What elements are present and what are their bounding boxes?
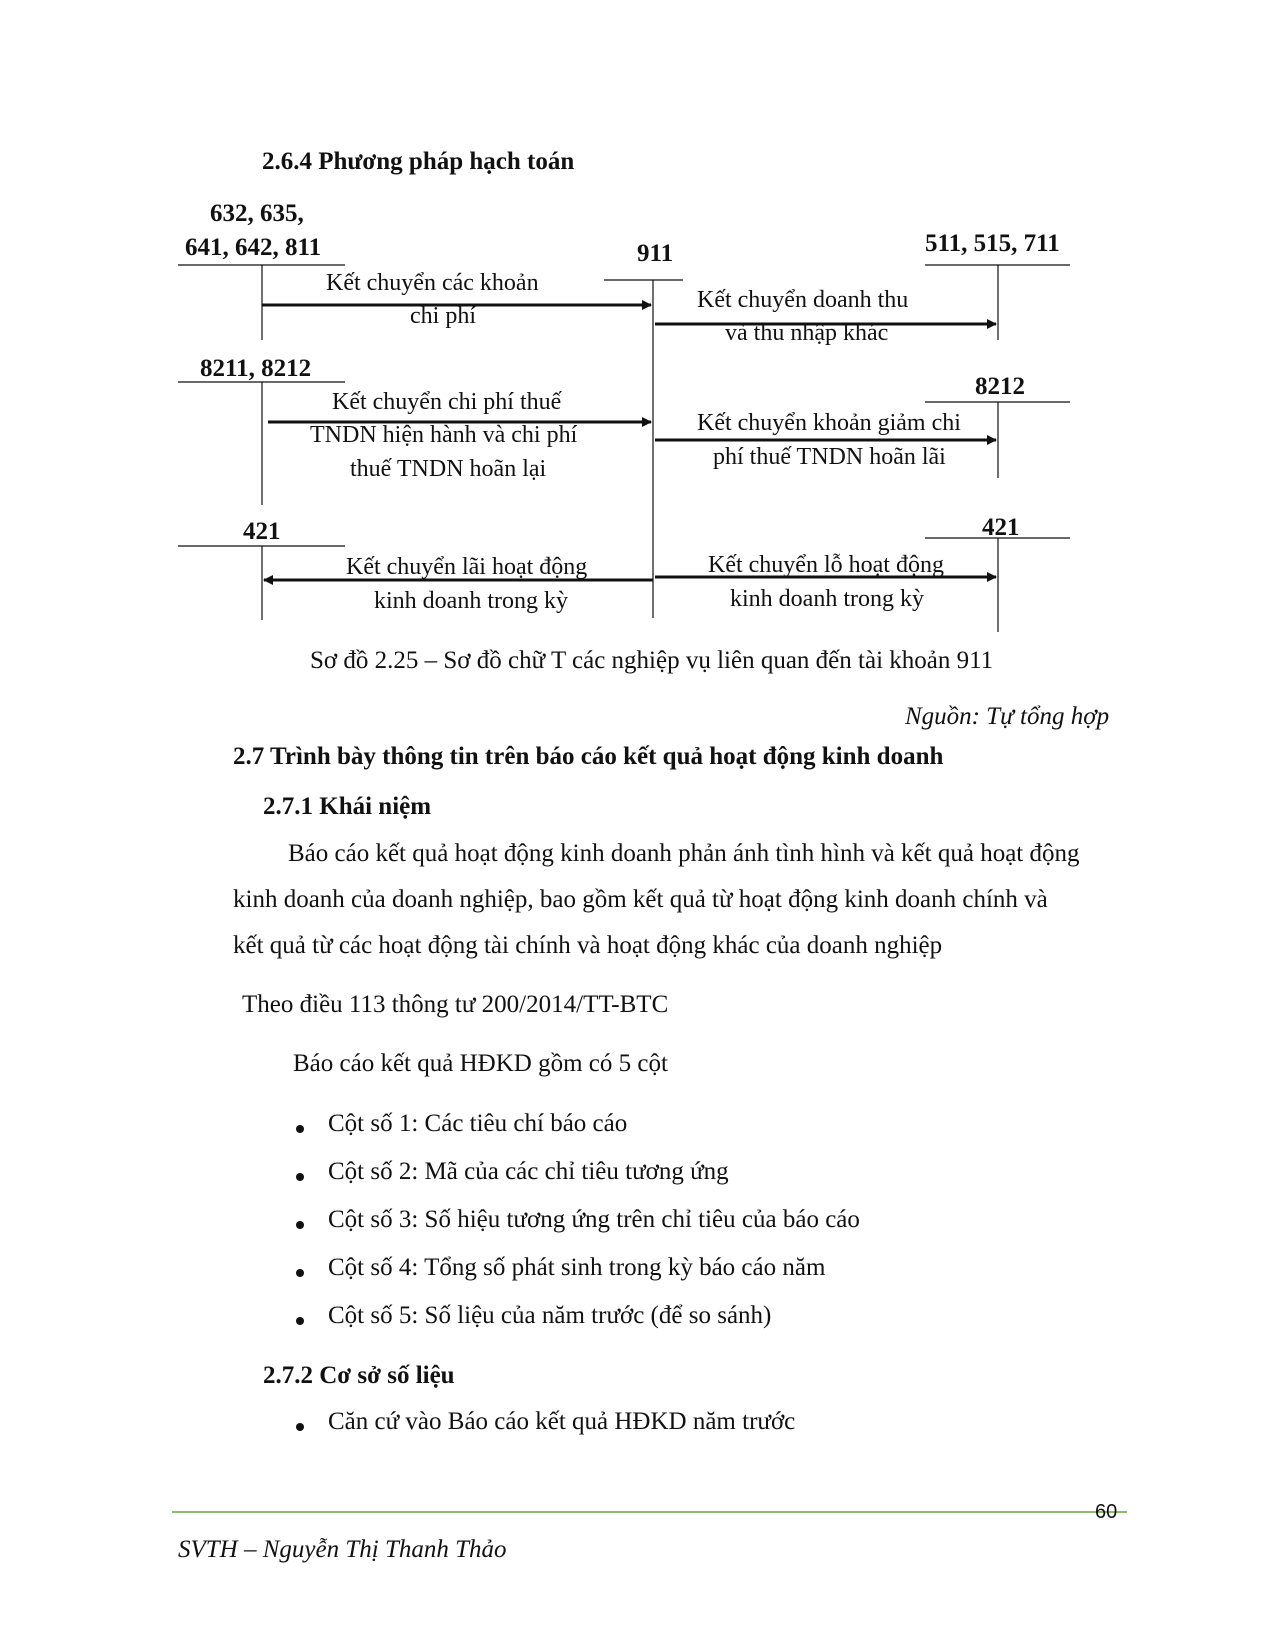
- label-a6-line1: Kết chuyển lỗ hoạt động: [708, 552, 944, 578]
- list-item-text: Cột số 1: Các tiêu chí báo cáo: [328, 1110, 628, 1137]
- label-a3-line1: Kết chuyển chi phí thuế: [332, 389, 562, 415]
- label-a1-line1: Kết chuyển các khoản: [326, 270, 539, 296]
- account-left-top-line2: 641, 642, 811: [185, 234, 322, 261]
- account-right-top: 511, 515, 711: [925, 230, 1060, 257]
- section-heading-2-7-1: 2.7.1 Khái niệm: [263, 793, 432, 820]
- account-left-mid: 8211, 8212: [200, 355, 312, 382]
- label-a4-line2: phí thuế TNDN hoãn lãi: [713, 444, 946, 470]
- label-a6-line2: kinh doanh trong kỳ: [730, 586, 924, 612]
- label-a5-line2: kinh doanh trong kỳ: [374, 588, 568, 614]
- bullet-icon: [296, 1423, 304, 1431]
- section-heading-2-7-2: 2.7.2 Cơ sở số liệu: [263, 1362, 455, 1389]
- label-a2-line2: và thu nhập khác: [725, 320, 889, 346]
- label-a2-line1: Kết chuyển doanh thu: [697, 287, 909, 313]
- list-item-text: Cột số 2: Mã của các chỉ tiêu tương ứng: [328, 1158, 729, 1185]
- bullet-icon: [296, 1221, 304, 1229]
- account-right-bottom: 421: [982, 514, 1020, 541]
- list-item-text: Cột số 3: Số hiệu tương ứng trên chỉ tiêu của báo cáo: [328, 1206, 860, 1233]
- bullet-icon: [296, 1173, 304, 1181]
- diagram-lines: [0, 0, 1275, 640]
- account-right-mid: 8212: [975, 373, 1025, 400]
- label-a4-line1: Kết chuyển khoản giảm chi: [697, 410, 961, 436]
- list-item-text: Cột số 5: Số liệu của năm trước (để so sánh): [328, 1302, 772, 1329]
- label-a5-line1: Kết chuyển lãi hoạt động: [346, 554, 588, 580]
- bullet-icon: [296, 1269, 304, 1277]
- paragraph-1-line-1: Báo cáo kết quả hoạt động kinh doanh phản ánh tình hình và kết quả hoạt động: [288, 840, 1080, 867]
- paragraph-1-line-2: kinh doanh của doanh nghiệp, bao gồm kết quả từ hoạt động kinh doanh chính và: [233, 886, 1048, 913]
- account-left-bottom: 421: [243, 518, 281, 545]
- bullet-icon: [296, 1317, 304, 1325]
- section-heading-2-6-4: 2.6.4 Phương pháp hạch toán: [262, 148, 575, 175]
- list-item-text: Cột số 4: Tổng số phát sinh trong kỳ báo cáo năm: [328, 1254, 826, 1281]
- paragraph-legal-basis: Theo điều 113 thông tư 200/2014/TT-BTC: [242, 991, 669, 1018]
- paragraph-1-line-3: kết quả từ các hoạt động tài chính và hoạt động khác của doanh nghiệp: [233, 932, 943, 959]
- diagram-caption: Sơ đồ 2.25 – Sơ đồ chữ T các nghiệp vụ liên quan đến tài khoản 911: [310, 647, 994, 674]
- account-left-top-line1: 632, 635,: [210, 200, 304, 227]
- page-number: 60: [1095, 1501, 1118, 1523]
- diagram-source: Nguồn: Tự tổng hợp: [905, 703, 1110, 730]
- section-heading-2-7: 2.7 Trình bày thông tin trên báo cáo kết quả hoạt động kinh doanh: [233, 743, 944, 770]
- footer-rule: [172, 1511, 1127, 1513]
- account-911: 911: [637, 240, 674, 267]
- label-a1-line2: chi phí: [410, 303, 476, 329]
- bullet-icon: [296, 1125, 304, 1133]
- t-account-diagram: [0, 0, 1275, 640]
- footer-author: SVTH – Nguyễn Thị Thanh Thảo: [178, 1536, 507, 1563]
- list-item-text: Căn cứ vào Báo cáo kết quả HĐKD năm trước: [328, 1408, 796, 1435]
- paragraph-columns-intro: Báo cáo kết quả HĐKD gồm có 5 cột: [293, 1050, 668, 1077]
- label-a3-line3: thuế TNDN hoãn lại: [350, 456, 547, 482]
- label-a3-line2: TNDN hiện hành và chi phí: [310, 422, 578, 448]
